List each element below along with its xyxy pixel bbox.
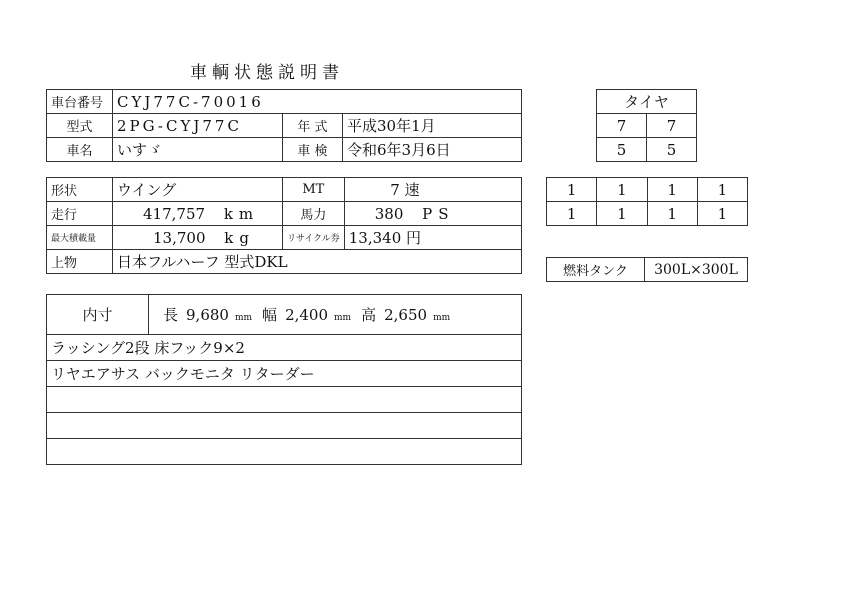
tire-label: タイヤ (597, 90, 697, 114)
length-unit: mm (234, 313, 253, 323)
length-value: 9,680 (186, 306, 229, 324)
dims-notes-table (46, 294, 522, 465)
tire-rear-cell: 1 (547, 178, 597, 202)
transmission-value (344, 178, 521, 202)
tire-second-left: 5 (597, 138, 647, 162)
dims-label: 内寸 (47, 295, 149, 335)
tire-second-right: 5 (647, 138, 697, 162)
width-unit: mm (334, 313, 352, 323)
note-line (47, 387, 522, 413)
width-label: 幅 (262, 306, 278, 324)
mileage-value: 417,757 (143, 204, 206, 223)
load-label: 最大積載量 (47, 226, 113, 250)
dims-row (47, 295, 522, 335)
fuel-table (546, 257, 748, 282)
mileage-label: 走行 (47, 202, 113, 226)
mileage-cell (113, 202, 283, 226)
tire-rear-cell: 1 (597, 178, 647, 202)
basic-info-table (46, 89, 522, 162)
note-line: ラッシング2段 床フック9×2 (47, 335, 522, 361)
fuel-value: 300L×300L (645, 258, 748, 282)
model-row (47, 114, 522, 138)
tire-rear-cell: 1 (647, 202, 697, 226)
note-row (47, 335, 522, 361)
maker-value: いすゞ (113, 138, 283, 162)
load-cell (113, 226, 283, 250)
tire-rear-cell: 1 (647, 178, 697, 202)
year-label: 年 式 (283, 114, 343, 138)
spec-table (46, 177, 522, 274)
note-row (47, 361, 522, 387)
tire-rear-cell: 1 (697, 202, 747, 226)
tire-rear-cell: 1 (547, 202, 597, 226)
year-value: 平成30年1月 (343, 114, 522, 138)
maker-label: 車名 (47, 138, 113, 162)
body-label: 上物 (47, 250, 113, 274)
body-value: 日本フルハーフ 型式DKL (113, 250, 522, 274)
note-row (47, 439, 522, 465)
length-label: 長 (163, 306, 179, 324)
tire-rear-cell: 1 (697, 178, 747, 202)
maker-row (47, 138, 522, 162)
chassis-row (47, 90, 522, 114)
chassis-value: CYJ77C-70016 (113, 90, 522, 114)
mileage-unit: km (223, 204, 260, 223)
power-label: 馬力 (283, 202, 345, 226)
fuel-label: 燃料タンク (547, 258, 645, 282)
model-label: 型式 (47, 114, 113, 138)
transmission-text: 7 速 (390, 181, 420, 199)
power-cell (344, 202, 521, 226)
shape-row (47, 178, 522, 202)
load-unit: kg (224, 228, 255, 247)
recycle-label: リサイクル券 (283, 226, 345, 250)
height-unit: mm (433, 313, 451, 323)
power-unit: PS (422, 204, 455, 223)
document-title: 車輌状態説明書 (190, 63, 344, 83)
power-value: 380 (374, 204, 404, 223)
load-row (47, 226, 522, 250)
width-value: 2,400 (285, 306, 329, 324)
tire-front-table (596, 89, 697, 162)
height-value: 2,650 (384, 306, 428, 324)
load-value: 13,700 (153, 228, 206, 247)
height-label: 高 (361, 306, 377, 324)
tire-front-right: 7 (647, 114, 697, 138)
mileage-row (47, 202, 522, 226)
dims-cell (149, 295, 522, 335)
recycle-value: 13,340 円 (344, 226, 521, 250)
inspection-label: 車 検 (283, 138, 343, 162)
note-line (47, 439, 522, 465)
shape-value: ウイング (113, 178, 283, 202)
inspection-value: 令和6年3月6日 (343, 138, 522, 162)
transmission-label: MT (283, 178, 345, 202)
note-row (47, 387, 522, 413)
note-line: リヤエアサス バックモニタ リターダー (47, 361, 522, 387)
body-row (47, 250, 522, 274)
note-line (47, 413, 522, 439)
tire-rear-table (546, 177, 748, 226)
model-value: 2PG-CYJ77C (113, 114, 283, 138)
tire-rear-cell: 1 (597, 202, 647, 226)
chassis-label: 車台番号 (47, 90, 113, 114)
shape-label: 形状 (47, 178, 113, 202)
tire-front-left: 7 (597, 114, 647, 138)
note-row (47, 413, 522, 439)
